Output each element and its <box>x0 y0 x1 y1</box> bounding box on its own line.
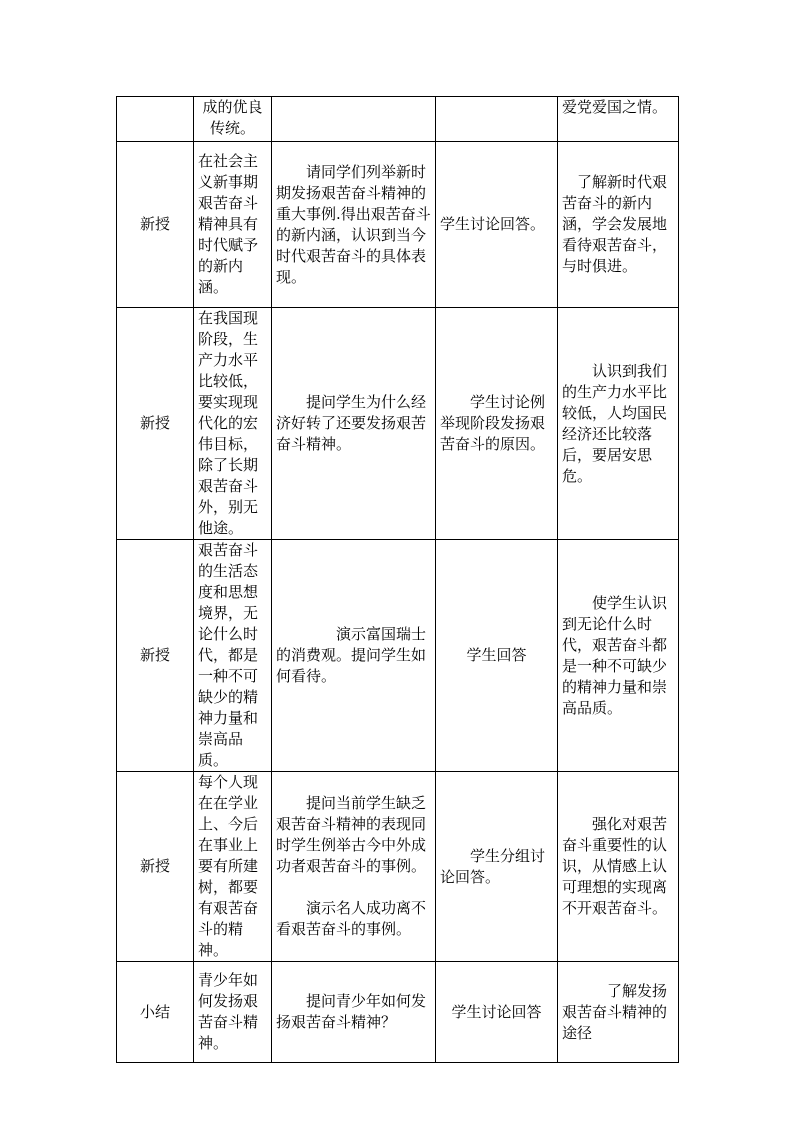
teacher-activity-cell: 演示富国瑞士的消费观。提问学生如何看待。 <box>272 540 436 772</box>
stage-cell: 新授 <box>117 540 194 772</box>
stage-cell: 新授 <box>117 142 194 308</box>
student-activity-cell: 学生分组讨论回答。 <box>436 772 558 962</box>
content-cell: 艰苦奋斗的生活态度和思想境界，无论什么时代，都是一种不可缺少的精神力量和崇高品质。 <box>194 540 272 772</box>
content-text: 成的优良 传统。 <box>202 98 263 137</box>
table-row <box>117 97 679 142</box>
student-activity-cell: 学生讨论回答 <box>436 962 558 1063</box>
teacher-activity-cell <box>272 97 436 142</box>
student-activity-cell: 学生讨论回答。 <box>436 142 558 308</box>
teacher-activity-cell <box>272 772 436 962</box>
design-intent-cell: 使学生认识到无论什么时代，艰苦奋斗都是一种不可缺少的精神力量和崇高品质。 <box>558 540 679 772</box>
teacher-activity-cell: 请同学们列举新时期发扬艰苦奋斗精神的重大事例.得出艰苦奋斗的新内涵，认识到当今时代艰苦奋斗的具体表现。 <box>272 142 436 308</box>
student-activity-cell <box>436 97 558 142</box>
student-activity-cell: 学生讨论例举现阶段发扬艰苦奋斗的原因。 <box>436 308 558 540</box>
teacher-text: 提问当前学生缺乏艰苦奋斗精神的表现同时学生例举古今中外成功者艰苦奋斗的事例。 演示名人成功离不看艰苦奋斗的事例。 <box>276 794 427 938</box>
table-row <box>117 308 679 540</box>
content-cell: 在社会主义新事期艰苦奋斗精神具有时代赋予的新内涵。 <box>194 142 272 308</box>
table-row <box>117 540 679 772</box>
design-intent-cell: 了解发扬艰苦奋斗精神的途径 <box>558 962 679 1063</box>
lesson-plan-table <box>116 96 679 1063</box>
teacher-activity-cell: 提问青少年如何发扬艰苦奋斗精神？ <box>272 962 436 1063</box>
table-row <box>117 142 679 308</box>
stage-cell: 小结 <box>117 962 194 1063</box>
intent-text: 爱党爱国之情。 <box>562 98 668 116</box>
stage-cell: 新授 <box>117 772 194 962</box>
table-row <box>117 962 679 1063</box>
teacher-activity-cell: 提问学生为什么经济好转了还要发扬艰苦奋斗精神。 <box>272 308 436 540</box>
student-activity-cell: 学生回答 <box>436 540 558 772</box>
stage-cell: 新授 <box>117 308 194 540</box>
design-intent-cell: 了解新时代艰苦奋斗的新内涵，学会发展地看待艰苦奋斗，与时俱进。 <box>558 142 679 308</box>
content-cell: 青少年如何发扬艰苦奋斗精神。 <box>194 962 272 1063</box>
content-cell: 在我国现阶段，生产力水平比较低，要实现现代化的宏伟目标，除了长期艰苦奋斗外，别无他途。 <box>194 308 272 540</box>
content-cell: 每个人现在在学业上、今后在事业上要有所建树，都要有艰苦奋斗的精神。 <box>194 772 272 962</box>
design-intent-cell <box>558 97 679 142</box>
stage-cell <box>117 97 194 142</box>
table-row <box>117 772 679 962</box>
content-cell <box>194 97 272 142</box>
design-intent-cell: 强化对艰苦奋斗重要性的认识，从情感上认可理想的实现离不开艰苦奋斗。 <box>558 772 679 962</box>
design-intent-cell: 认识到我们的生产力水平比较低，人均国民经济还比较落后，要居安思危。 <box>558 308 679 540</box>
